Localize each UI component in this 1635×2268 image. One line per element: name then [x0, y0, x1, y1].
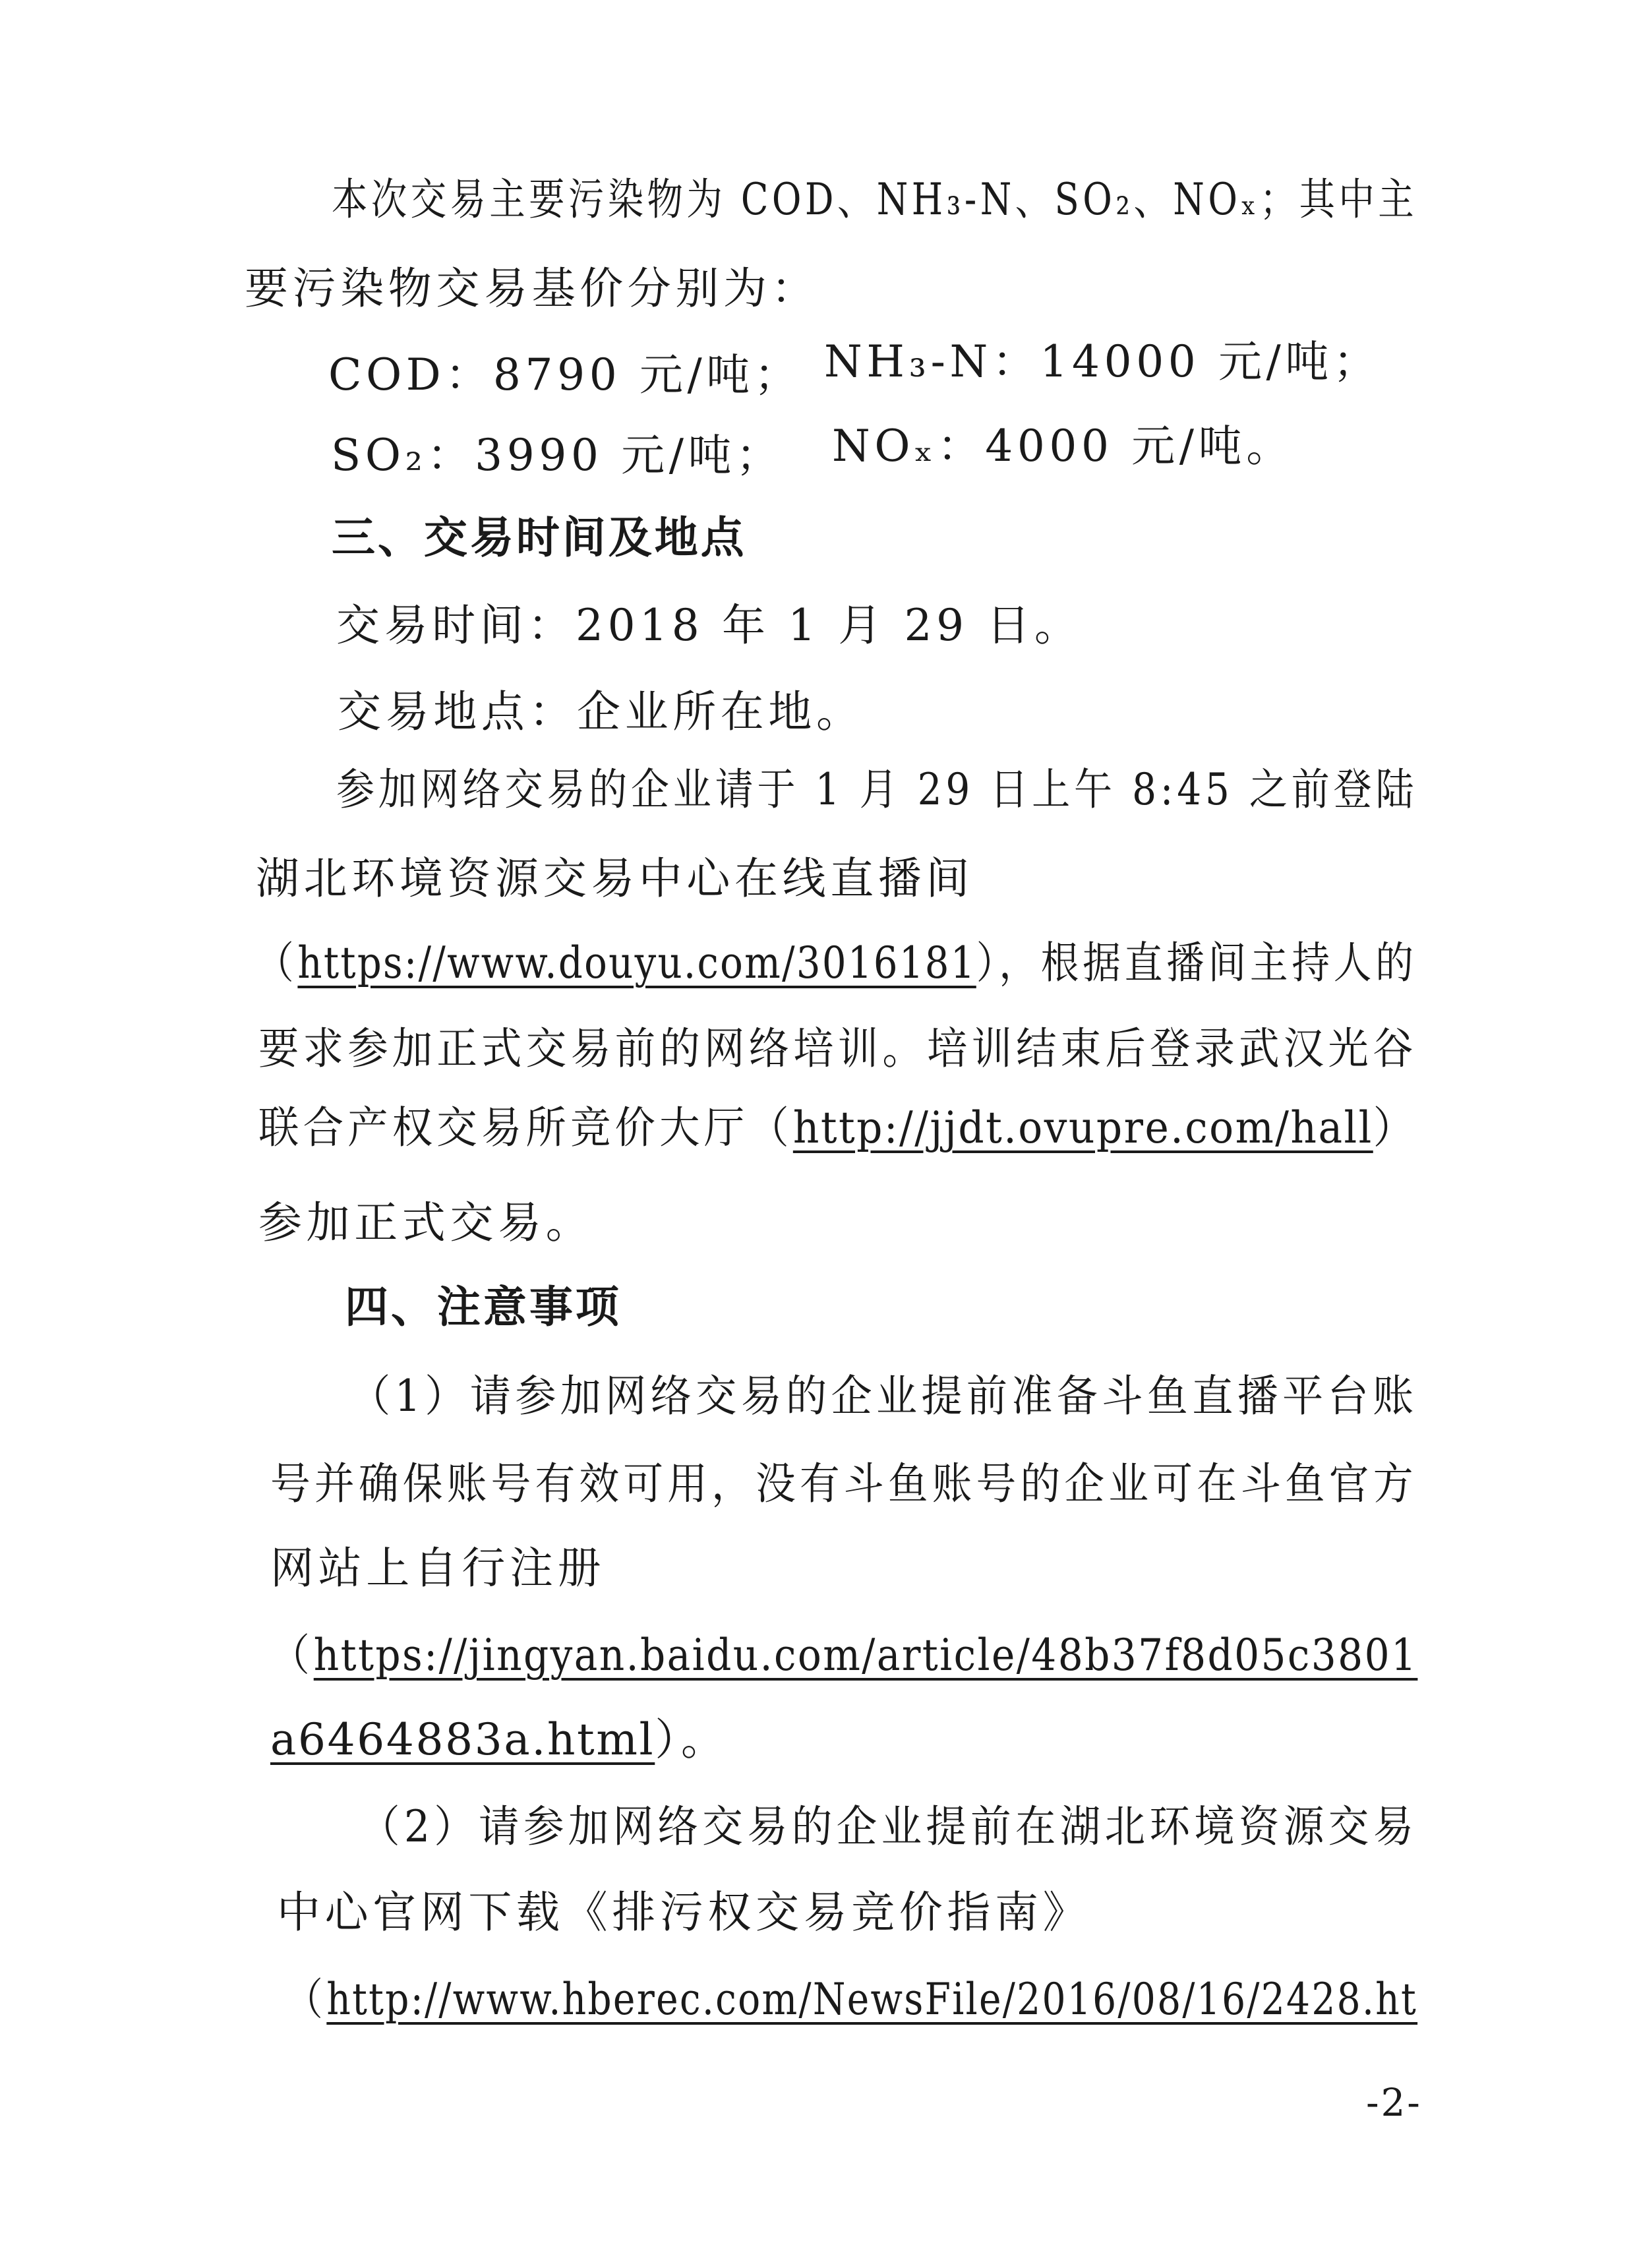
page-number: -2-	[1366, 2080, 1422, 2125]
section-3-para-line-4: 要求参加正式交易前的网络培训。培训结束后登录武汉光谷	[258, 1023, 1417, 1074]
section-3-para-line-2: 湖北环境资源交易中心在线直播间	[256, 853, 974, 904]
baidu-link-continued[interactable]: a6464883a.html	[270, 1714, 655, 1765]
paren-close: ）	[1373, 1102, 1418, 1153]
hall-link[interactable]: http://jjdt.ovupre.com/hall	[792, 1102, 1373, 1153]
note-2-line-2: 中心官网下载《排污权交易竞价指南》	[277, 1887, 1091, 1938]
price-cod: COD：8790 元/吨；	[328, 349, 802, 400]
paren-open: （	[256, 938, 298, 988]
price-nox: NOₓ：4000 元/吨。	[832, 421, 1294, 471]
price-so2: SO₂：3990 元/吨；	[331, 430, 784, 481]
section-3-para-line-1: 参加网络交易的企业请于 1 月 29 日上午 8:45 之前登陆	[336, 764, 1418, 815]
section-3-heading: 三、交易时间及地点	[332, 512, 747, 563]
section-3-para-line-6: 参加正式交易。	[258, 1197, 594, 1248]
price-nh3n: NH₃-N：14000 元/吨；	[824, 336, 1381, 387]
baidu-link[interactable]: https://jingyan.baidu.com/article/48b37f8d05c3801	[313, 1630, 1418, 1681]
section-4-heading: 四、注意事项	[345, 1282, 622, 1332]
note-2-line-1: （2）请参加网络交易的企业提前在湖北环境资源交易	[359, 1801, 1418, 1852]
note-1-line-2: 号并确保账号有效可用，没有斗鱼账号的企业可在斗鱼官方	[270, 1458, 1417, 1509]
trade-place: 交易地点：企业所在地。	[338, 686, 864, 737]
note-1-line-4	[270, 1630, 1418, 1681]
paren-close: ）。	[655, 1714, 729, 1765]
intro-line-2: 要污染物交易基价分别为：	[245, 263, 819, 314]
section-3-para-line-3	[256, 938, 1417, 988]
hberec-link[interactable]: http://www.hberec.com/NewsFile/2016/08/16/2428.ht	[326, 1974, 1418, 2025]
trade-time: 交易时间：2018 年 1 月 29 日。	[336, 600, 1083, 651]
paren-open: （	[285, 1974, 327, 2025]
intro-line-1: 本次交易主要污染物为 COD、NH₃-N、SO₂、NOₓ；其中主	[332, 174, 1418, 225]
note-1-line-5	[270, 1714, 729, 1765]
para-text: ），根据直播间主持人的	[976, 938, 1417, 988]
paren-open: （	[270, 1630, 314, 1681]
section-3-para-line-5	[258, 1102, 1418, 1153]
para-text: 联合产权交易所竞价大厅（	[258, 1102, 793, 1153]
douyu-link[interactable]: https://www.douyu.com/3016181	[297, 938, 976, 988]
note-1-line-1: （1）请参加网络交易的企业提前准备斗鱼直播平台账	[349, 1371, 1418, 1421]
note-1-line-3: 网站上自行注册	[270, 1543, 606, 1594]
note-2-line-3	[285, 1974, 1418, 2025]
